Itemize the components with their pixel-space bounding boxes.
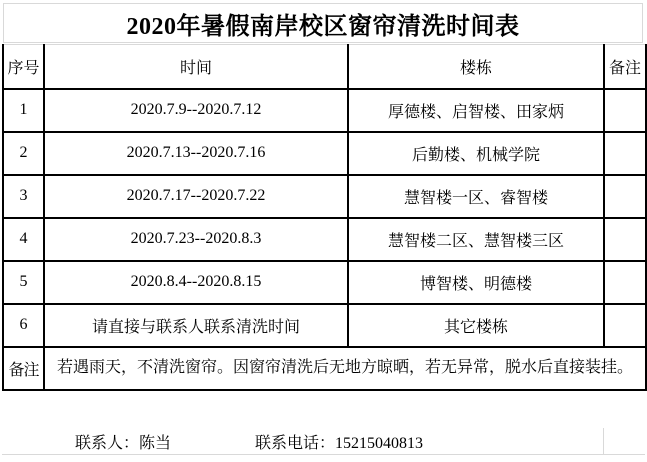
- cell-no: 2: [3, 132, 44, 175]
- notes-text: 若遇雨天，不清洗窗帘。因窗帘清洗后无地方晾晒，若无异常，脱水后直接装挂。: [44, 347, 646, 390]
- table-row: [3, 261, 646, 304]
- col-header-remark: 备注: [604, 45, 646, 89]
- cell-time: 2020.7.13--2020.7.16: [44, 132, 348, 175]
- cell-remark: [604, 304, 646, 347]
- cell-time: 2020.8.4--2020.8.15: [44, 261, 348, 304]
- cell-building: 厚德楼、启智楼、田家炳: [348, 89, 604, 132]
- cell-time: 请直接与联系人联系清洗时间: [44, 304, 348, 347]
- cell-no: 1: [3, 89, 44, 132]
- cell-building: 慧智楼二区、慧智楼三区: [348, 218, 604, 261]
- col-header-building: 楼栋: [348, 45, 604, 89]
- table-row: [3, 89, 646, 132]
- cell-building: 博智楼、明德楼: [348, 261, 604, 304]
- notes-label: 备注: [3, 347, 44, 390]
- cell-no: 6: [3, 304, 44, 347]
- cell-no: 4: [3, 218, 44, 261]
- cell-remark: [604, 218, 646, 261]
- cell-remark: [604, 261, 646, 304]
- cell-building: 后勤楼、机械学院: [348, 132, 604, 175]
- cell-remark: [604, 175, 646, 218]
- cell-time: 2020.7.9--2020.7.12: [44, 89, 348, 132]
- cell-time: 2020.7.17--2020.7.22: [44, 175, 348, 218]
- header-row: [3, 45, 646, 89]
- cell-no: 3: [3, 175, 44, 218]
- table-row: [3, 304, 646, 347]
- contact-phone: 联系电话：15215040813: [255, 434, 424, 452]
- cell-building: 慧智楼一区、睿智楼: [348, 175, 604, 218]
- contact-footer: [2, 428, 645, 455]
- cell-remark: [604, 89, 646, 132]
- table-row: [3, 175, 646, 218]
- contact-person: 联系人：陈当: [75, 434, 172, 452]
- col-header-no: 序号: [3, 45, 44, 89]
- schedule-table: [2, 44, 647, 391]
- table-row: [3, 132, 646, 175]
- cell-no: 5: [3, 261, 44, 304]
- footer-gridline-divider: [603, 428, 604, 454]
- table-row: [3, 218, 646, 261]
- cell-time: 2020.7.23--2020.8.3: [44, 218, 348, 261]
- notes-row: [3, 347, 646, 390]
- cell-building: 其它楼栋: [348, 304, 604, 347]
- col-header-time: 时间: [44, 45, 348, 89]
- page-title: 2020年暑假南岸校区窗帘清洗时间表: [3, 3, 643, 43]
- cell-remark: [604, 132, 646, 175]
